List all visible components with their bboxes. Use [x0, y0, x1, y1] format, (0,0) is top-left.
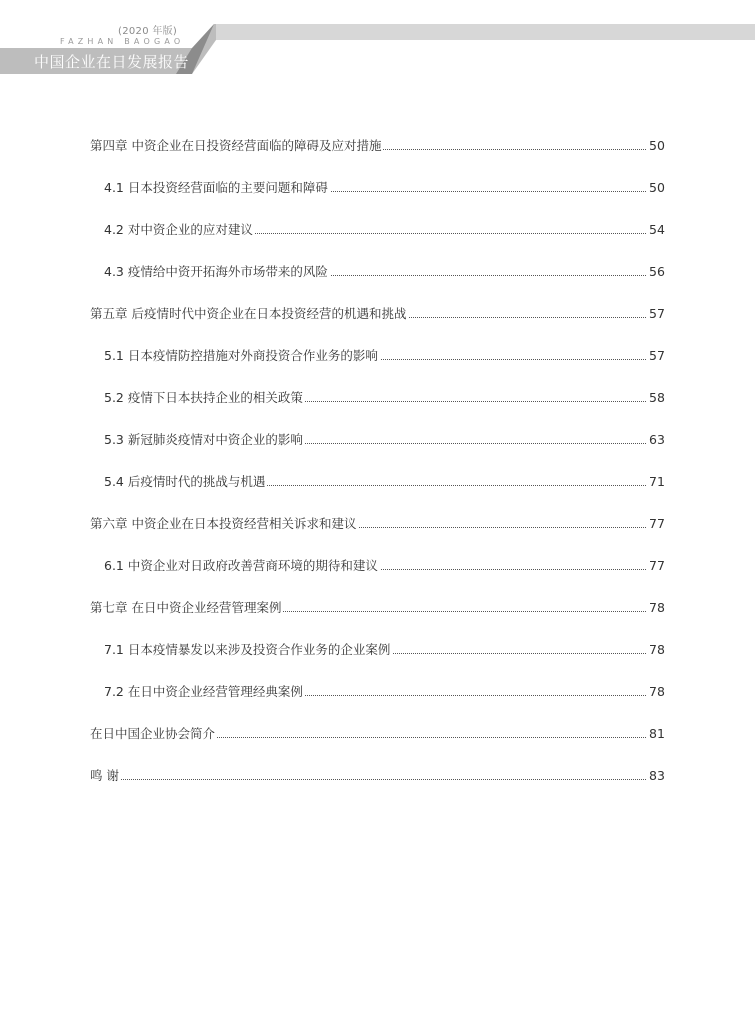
toc-entry[interactable]: [0, 304, 755, 324]
toc-entry-title: 第七章 在日中资企业经营管理案例: [90, 598, 283, 618]
toc-entry-title: 7.1 日本疫情暴发以来涉及投资合作业务的企业案例: [104, 640, 392, 660]
toc-entry-title: 鸣 谢: [90, 766, 121, 786]
toc-entry[interactable]: [0, 472, 755, 492]
toc-entry[interactable]: [0, 136, 755, 156]
toc-entry-title: 4.1 日本投资经营面临的主要问题和障碍: [104, 178, 330, 198]
toc-entry-title: 4.3 疫情给中资开拓海外市场带来的风险: [104, 262, 330, 282]
header-stripe: [214, 24, 755, 40]
toc-entry-title: 第四章 中资企业在日投资经营面临的障碍及应对措施: [90, 136, 383, 156]
toc-entry[interactable]: [0, 262, 755, 282]
toc-leader-dots: [90, 779, 646, 780]
toc-entry-title: 7.2 在日中资企业经营管理经典案例: [104, 682, 305, 702]
toc-entry[interactable]: [0, 514, 755, 534]
toc-entry-title: 第六章 中资企业在日本投资经营相关诉求和建议: [90, 514, 358, 534]
edition-label: (2020 年版): [118, 26, 178, 37]
toc-entry-title: 第五章 后疫情时代中资企业在日本投资经营的机遇和挑战: [90, 304, 408, 324]
toc-entry-page-number: 56: [649, 264, 665, 279]
toc-entry-page-number: 54: [649, 222, 665, 237]
toc-entry-page-number: 78: [649, 600, 665, 615]
toc-entry-page-number: 57: [649, 348, 665, 363]
toc-entry[interactable]: [0, 430, 755, 450]
toc-entry[interactable]: [0, 682, 755, 702]
toc-entry[interactable]: [0, 556, 755, 576]
toc-entry-page-number: 57: [649, 306, 665, 321]
toc-entry-page-number: 50: [649, 138, 665, 153]
header-pinyin: FAZHAN BAOGAO: [60, 37, 185, 46]
toc-entry[interactable]: [0, 220, 755, 240]
toc-entry-page-number: 81: [649, 726, 665, 741]
toc-entry[interactable]: [0, 178, 755, 198]
toc-entry[interactable]: [0, 388, 755, 408]
toc-entry[interactable]: [0, 640, 755, 660]
toc-entry-title: 5.4 后疫情时代的挑战与机遇: [104, 472, 267, 492]
toc-entry-title: 在日中国企业协会简介: [90, 724, 217, 744]
toc-entry-page-number: 78: [649, 684, 665, 699]
toc-entry-title: 5.1 日本疫情防控措施对外商投资合作业务的影响: [104, 346, 380, 366]
toc-entry-page-number: 50: [649, 180, 665, 195]
toc-entry[interactable]: [0, 766, 755, 786]
toc-entry-page-number: 78: [649, 642, 665, 657]
toc-entry-page-number: 71: [649, 474, 665, 489]
page-header: [0, 0, 755, 80]
toc-entry-title: 5.3 新冠肺炎疫情对中资企业的影响: [104, 430, 305, 450]
header-title: 中国企业在日发展报告: [34, 53, 190, 71]
toc-entry-page-number: 83: [649, 768, 665, 783]
toc-entry-title: 4.2 对中资企业的应对建议: [104, 220, 255, 240]
toc-entry[interactable]: [0, 598, 755, 618]
toc-entry-page-number: 77: [649, 558, 665, 573]
toc-entry-page-number: 58: [649, 390, 665, 405]
toc-entry[interactable]: [0, 346, 755, 366]
toc-entry-page-number: 77: [649, 516, 665, 531]
toc-entry[interactable]: [0, 724, 755, 744]
toc-entry-title: 6.1 中资企业对日政府改善营商环境的期待和建议: [104, 556, 380, 576]
toc-entry-page-number: 63: [649, 432, 665, 447]
toc-entry-title: 5.2 疫情下日本扶持企业的相关政策: [104, 388, 305, 408]
